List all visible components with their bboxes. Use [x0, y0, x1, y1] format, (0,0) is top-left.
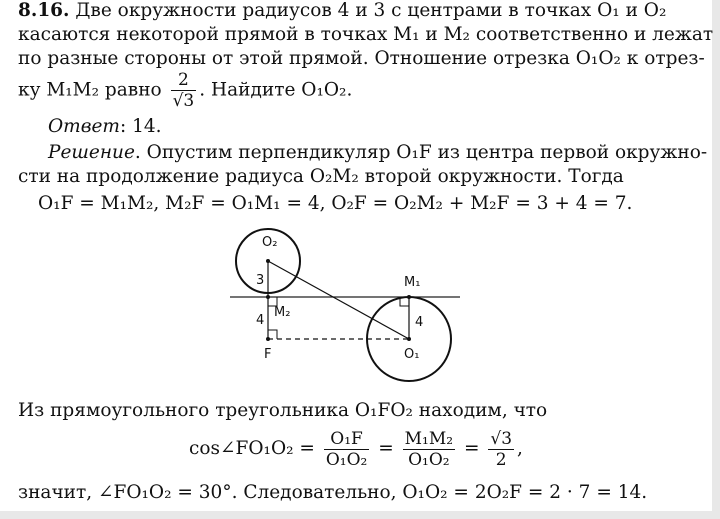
solution-label: Решение — [48, 142, 135, 163]
fraction-o1f-o1o2 — [324, 429, 370, 470]
solution-formula: O₁F = M₁M₂, M₂F = O₁M₁ = 4, O₂F = O₂M₂ + M₂F = 3 + 4 = 7. — [38, 193, 633, 214]
geometry-figure — [222, 218, 472, 400]
ratio-numerator: 2 — [171, 70, 197, 91]
label-o1: O₁ — [404, 347, 420, 362]
point-o2 — [266, 259, 270, 263]
problem-line-3: по разные стороны от этой прямой. Отношение отрезка O₁O₂ к отрез- — [18, 48, 705, 69]
fraction-m1m2-o1o2 — [403, 429, 455, 470]
cos-formula — [0, 426, 712, 472]
conclusion-line: значит, ∠FO₁O₂ = 30°. Следовательно, O₁O₂ = 2O₂F = 2 · 7 = 14. — [18, 482, 648, 503]
cos-left: cos∠FO₁O₂ = — [189, 438, 315, 459]
point-m2 — [266, 295, 270, 299]
solution-line-1 — [48, 142, 708, 164]
cos-end: , — [517, 438, 523, 459]
fraction-sqrt3-2 — [488, 429, 514, 470]
point-m1 — [407, 295, 411, 299]
problem-line-4 — [18, 70, 698, 111]
ratio-denominator: √3 — [172, 91, 195, 111]
f3-denominator: 2 — [495, 449, 507, 470]
problem-line-1 — [18, 0, 698, 22]
f1-numerator: O₁F — [324, 429, 370, 450]
f3-numerator: √3 — [490, 428, 513, 449]
problem-text-4b: . Найдите O₁O₂. — [199, 79, 353, 101]
ratio-fraction — [171, 70, 197, 111]
label-m2: M₂ — [274, 305, 291, 320]
f2-numerator: M₁M₂ — [404, 428, 454, 449]
equals-1: = — [378, 438, 394, 459]
solution-line-3: Из прямоугольного треугольника O₁FO₂ находим, что — [18, 400, 548, 421]
problem-text-1: Две окружности радиусов 4 и 3 с центрами в точках O₁ и O₂ — [75, 0, 667, 21]
problem-text-4a: ку M₁M₂ равно — [18, 79, 162, 101]
answer-value: : 14. — [119, 116, 162, 137]
answer-line — [48, 116, 698, 138]
f1-denominator: O₁O₂ — [325, 449, 368, 470]
label-f: F — [264, 347, 272, 362]
label-m1: M₁ — [404, 275, 421, 290]
label-o2: O₂ — [262, 235, 278, 250]
equals-2: = — [463, 438, 480, 459]
label-r3: 3 — [256, 273, 265, 288]
label-r4-right: 4 — [415, 315, 424, 330]
point-o1 — [407, 337, 411, 341]
f2-denominator: O₁O₂ — [408, 449, 450, 470]
problem-number: 8.16. — [18, 0, 70, 21]
solution-line-2: сти на продолжение радиуса O₂M₂ второй окружности. Тогда — [18, 166, 624, 187]
solution-text-1: . Опустим перпендикуляр O₁F из центра первой окружно- — [134, 142, 708, 163]
segment-o1o2 — [268, 261, 409, 339]
problem-line-2: касаются некоторой прямой в точках M₁ и M₂ соответственно и лежат — [18, 24, 714, 45]
answer-label: Ответ — [48, 116, 120, 137]
label-r4-left: 4 — [256, 313, 265, 328]
point-f — [266, 337, 270, 341]
